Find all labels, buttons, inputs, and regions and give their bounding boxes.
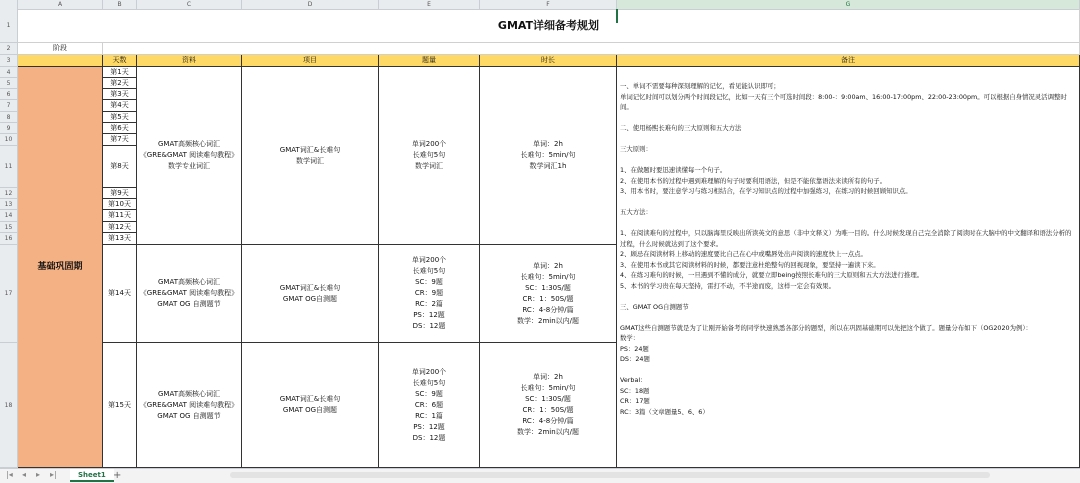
project-cell[interactable]: GMAT词汇&长难句 GMAT OG自测题 <box>242 343 379 468</box>
row-header[interactable]: 12 <box>0 188 18 199</box>
header-material[interactable]: 资料 <box>137 55 242 67</box>
next-sheet-icon[interactable]: ▸ <box>36 470 41 479</box>
row-header[interactable]: 16 <box>0 233 18 245</box>
stage-name-cell[interactable]: 基础巩固期 <box>18 67 103 468</box>
column-header-g[interactable]: G <box>617 0 1080 9</box>
row-header[interactable]: 15 <box>0 222 18 233</box>
first-sheet-icon[interactable]: |◂ <box>6 470 13 479</box>
header-duration[interactable]: 时长 <box>480 55 617 67</box>
row-header[interactable]: 7 <box>0 100 18 112</box>
day-cell[interactable]: 第1天 <box>103 67 137 78</box>
day-cell[interactable]: 第9天 <box>103 188 137 199</box>
row-header[interactable]: 13 <box>0 199 18 210</box>
sheet-title[interactable]: GMAT详细备考规划 <box>18 9 1080 43</box>
day-cell[interactable]: 第4天 <box>103 100 137 112</box>
prev-sheet-icon[interactable]: ◂ <box>22 470 27 479</box>
row-header[interactable]: 5 <box>0 78 18 89</box>
duration-cell[interactable]: 单词：2h 长难句：5min/句 SC：1:30S/题 CR：1：50S/题 RC：4-8分钟/篇 数学：2min以内/题 <box>480 245 617 343</box>
row-header[interactable]: 14 <box>0 210 18 222</box>
material-cell[interactable]: GMAT高频核心词汇 《GRE&GMAT 阅读难句教程》 数学专业词汇 <box>137 67 242 245</box>
day-cell[interactable]: 第5天 <box>103 112 137 123</box>
row-header[interactable]: 11 <box>0 146 18 188</box>
row-header[interactable]: 18 <box>0 343 18 468</box>
day-cell[interactable]: 第6天 <box>103 123 137 134</box>
duration-cell[interactable]: 单词：2h 长难句：5min/句 SC：1:30S/题 CR：1：50S/题 RC：4-8分钟/篇 数学：2min以内/题 <box>480 343 617 468</box>
row-header[interactable]: 2 <box>0 43 18 55</box>
sheet-tab-bar <box>0 468 1080 483</box>
day-cell[interactable]: 第13天 <box>103 233 137 245</box>
header-days[interactable]: 天数 <box>103 55 137 67</box>
column-header-a[interactable]: A <box>18 0 103 9</box>
column-header-c[interactable]: C <box>137 0 242 9</box>
day-cell[interactable]: 第2天 <box>103 78 137 89</box>
quantity-cell[interactable]: 单词200个 长难句5句 SC：9题 CR：6题 RC：1篇 PS：12题 DS：12题 <box>379 343 480 468</box>
column-header-e[interactable]: E <box>379 0 480 9</box>
selection-indicator <box>616 9 618 23</box>
header-cell-a[interactable] <box>18 55 103 67</box>
project-cell[interactable]: GMAT词汇&长难句 GMAT OG自测题 <box>242 245 379 343</box>
stage-label-cell[interactable]: 阶段 <box>18 43 103 55</box>
last-sheet-icon[interactable]: ▸| <box>50 470 57 479</box>
row-header[interactable]: 6 <box>0 89 18 100</box>
row-header[interactable]: 9 <box>0 123 18 134</box>
day-cell[interactable]: 第8天 <box>103 146 137 188</box>
day-cell[interactable]: 第11天 <box>103 210 137 222</box>
duration-cell[interactable]: 单词：2h 长难句：5min/句 数学词汇1h <box>480 67 617 245</box>
day-cell[interactable]: 第10天 <box>103 199 137 210</box>
header-project[interactable]: 项目 <box>242 55 379 67</box>
row-header[interactable]: 1 <box>0 9 18 43</box>
material-cell[interactable]: GMAT高频核心词汇 《GRE&GMAT 阅读难句教程》 GMAT OG 自测题节 <box>137 245 242 343</box>
row-header[interactable]: 17 <box>0 245 18 343</box>
column-header-b[interactable]: B <box>103 0 137 9</box>
header-quantity[interactable]: 题量 <box>379 55 480 67</box>
day-cell[interactable]: 第12天 <box>103 222 137 233</box>
row-header[interactable]: 3 <box>0 55 18 67</box>
column-header-d[interactable]: D <box>242 0 379 9</box>
quantity-cell[interactable]: 单词200个 长难句5句 SC：9题 CR：9题 RC：2篇 PS：12题 DS：12题 <box>379 245 480 343</box>
row-header[interactable]: 4 <box>0 67 18 78</box>
project-cell[interactable]: GMAT词汇&长难句 数学词汇 <box>242 67 379 245</box>
row-header[interactable]: 10 <box>0 134 18 146</box>
horizontal-scrollbar[interactable] <box>230 472 990 478</box>
notes-cell[interactable]: 一、单词不需要每种深刻理解的记忆，看见能认识即可； 单词记忆时间可以划分两个时间段记忆，比如一天有三个可选时间段：8:00-：9:00am、16:00-17:00pm、22:00-23:00pm。可以根据自身情况灵活调整时间。 二、使用杨熙长难句的三大原则和五大方法 三大原则： 1、在做题时要迅速读懂每一个句子。 2、在使用本书的过程中遇到难理解的句子时要利用语法，但是不能依靠语法来读所有的句子。 3、用本书时，要注意学习与练习相结合，在学习知识点的过程中加强练习，在练习的时候回顾知识点。 五大方法： 1、在阅读难句的过程中，只以脑海里反映出所读英文的意思（非中文释义）为唯一目的。什么时候发现自己完全消除了阅读时在大脑中的中文翻译和语法分析的过程，什么时候就达到了这个要求。 2、顾忌在阅读材料上移动的速度要比自己在心中或嘴唇处出声阅读的速度快上一点点。 3、在使用本书或其它阅读材料的时候，都要注意杜绝整句的回视现象，要坚持一遍读下来。 4、在练习难句的时候，一旦遇到不懂的成分，就要立即being按照长难句的三大原则和五大方法进行推理。 5、本书的学习贵在每天坚持，雷打不动，不半途而废，这样一定会有效果。 三、GMAT OG自测题节 GMAT这些自测题节就是为了让刚开始备考的同学快速熟悉各部分的题型，所以在巩固基础期可以先把这个做了。题量分布如下（OG2020为例）： 数学： PS：24题 DS：24题 Verbal： SC：18题 CR：17题 RC：3篇（文章题量5、6、6） <box>617 67 1080 468</box>
sheet-tab[interactable]: Sheet1 <box>70 469 114 482</box>
day-cell[interactable]: 第7天 <box>103 134 137 146</box>
material-cell[interactable]: GMAT高频核心词汇 《GRE&GMAT 阅读难句教程》 GMAT OG 自测题节 <box>137 343 242 468</box>
header-notes[interactable]: 备注 <box>617 55 1080 67</box>
empty-cell[interactable] <box>103 43 1080 55</box>
day-cell[interactable]: 第3天 <box>103 89 137 100</box>
add-sheet-button[interactable]: + <box>113 470 122 481</box>
column-header-f[interactable]: F <box>480 0 617 9</box>
row-header[interactable]: 8 <box>0 112 18 123</box>
day-cell[interactable]: 第15天 <box>103 343 137 468</box>
day-cell[interactable]: 第14天 <box>103 245 137 343</box>
select-all-corner[interactable] <box>0 0 18 9</box>
quantity-cell[interactable]: 单词200个 长难句5句 数学词汇 <box>379 67 480 245</box>
